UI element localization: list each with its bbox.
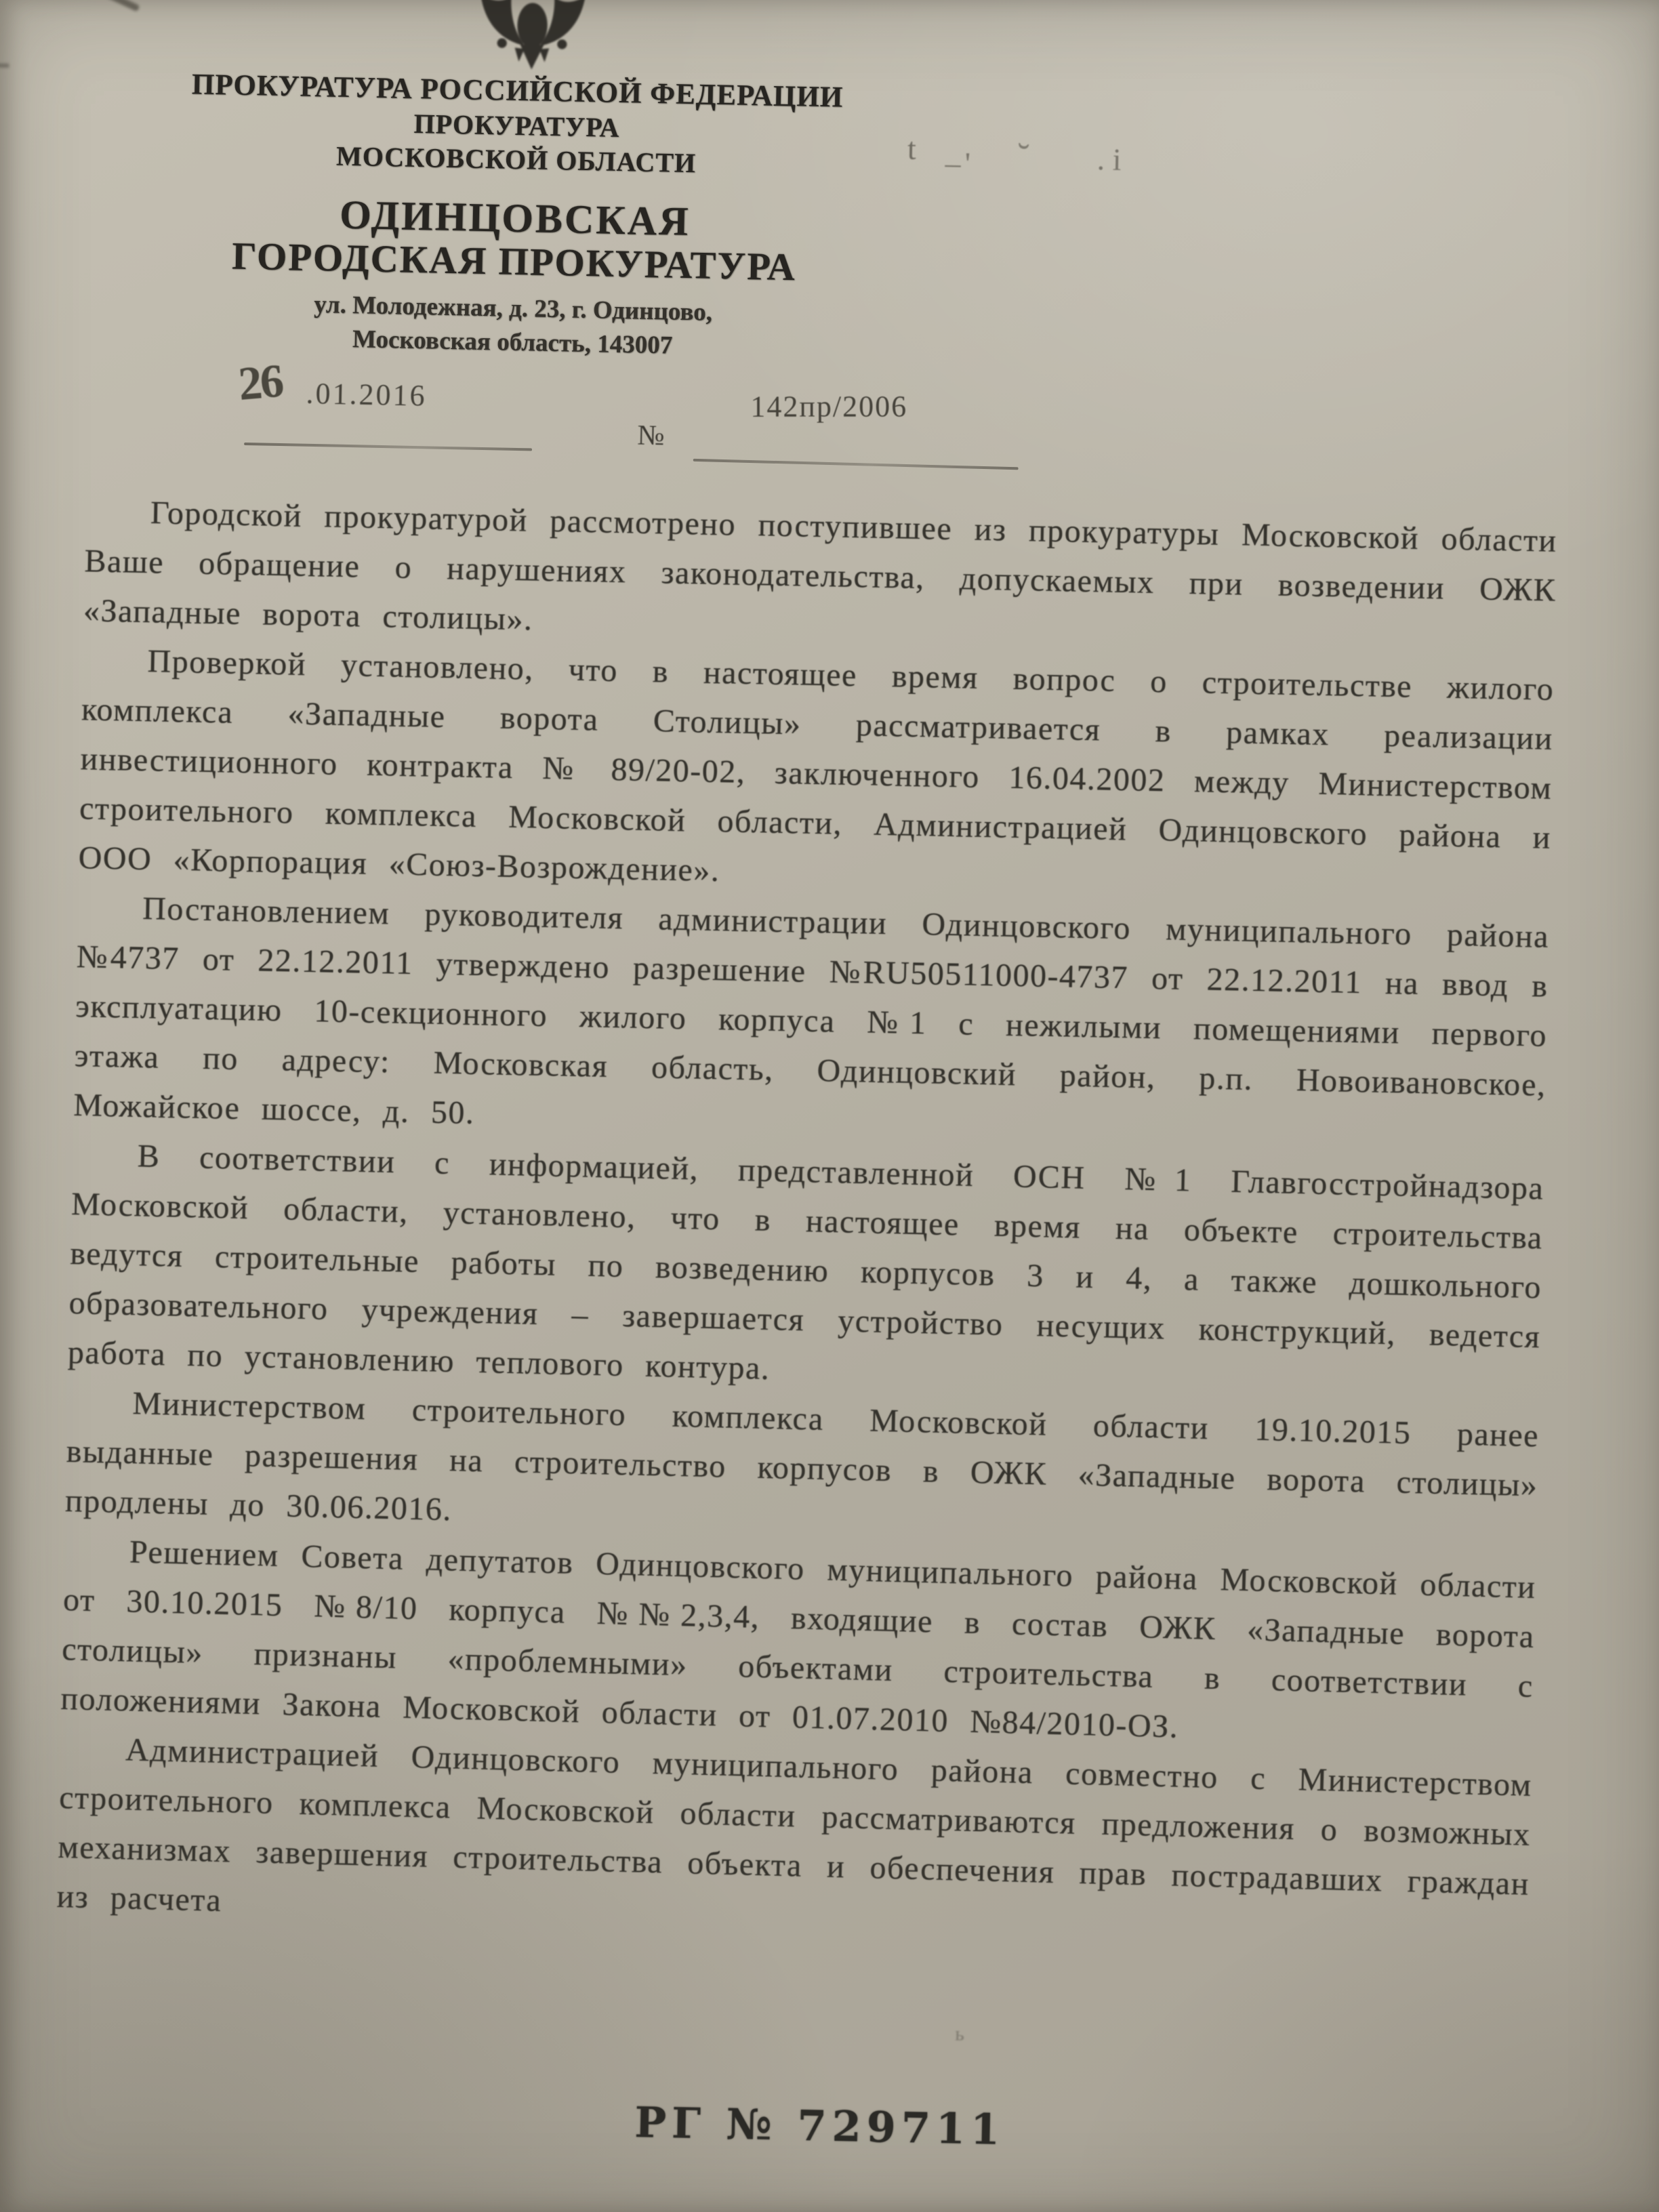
- paragraph: Проверкой установлено, что в настоящее время вопрос о строительстве жилого комплекса «Западные ворота Столицы» рассматривается в рамках реализации инвестиционного контракта № 89/20-02, заключенного 16.04.2002 между Министерством строительного комплекса Московской области, Администрацией Одинцовского района и ООО «Корпорация «Союз-Возрождение».: [78, 643, 1555, 889]
- stray-mark: –': [945, 145, 975, 181]
- handwritten-day: 26: [236, 354, 285, 411]
- paper-edge-smudge: [100, 0, 140, 12]
- registration-stamp-number: РГ № 729711: [634, 2097, 1006, 2154]
- stray-mark: t: [907, 131, 917, 166]
- org-name-prosecutor: ПРОКУРАТУРА: [413, 108, 620, 143]
- org-name-federation: ПРОКУРАТУРА РОССИЙСКОЙ ФЕДЕРАЦИИ: [191, 68, 844, 114]
- number-sign-label: №: [637, 419, 665, 452]
- paragraph: Министерством строительного комплекса Московской области 19.10.2015 ранее выданные разрешения на строительство корпусов в ОЖК «Западные ворота столицы» продлены до 30.06.2016.: [64, 1385, 1540, 1528]
- letter-body: [57, 487, 1557, 1950]
- number-underline: [693, 459, 1019, 470]
- stray-mark: ˘: [1012, 135, 1031, 178]
- stray-mark: . i: [1097, 142, 1122, 177]
- paragraph: Решением Совета депутатов Одинцовского муниципального района Московской области от 30.10.2015 №8/10 корпуса №№2,3,4, входящие в состав ОЖК «Западные ворота столицы» признаны «проблемными» объектами строительства в соответствии с положениями Закона Московской области от 01.07.2010 №84/2010-ОЗ.: [60, 1534, 1537, 1745]
- date-underline: [244, 443, 532, 451]
- office-name-line1: ОДИНЦОВСКАЯ: [339, 192, 691, 245]
- coat-of-arms-eagle-icon: [467, 0, 598, 78]
- org-name-region: МОСКОВСКОЙ ОБЛАСТИ: [335, 140, 697, 179]
- paragraph: Городской прокуратурой рассмотрено поступившее из прокуратуры Московской области Ваше обращение о нарушениях законодательства, допускаемых при возведении ОЖК «Западные ворота столицы».: [83, 495, 1558, 638]
- case-number: 142пр/2006: [750, 390, 908, 424]
- typed-date: .01.2016: [306, 376, 428, 413]
- paragraph: В соответствии с информацией, представленной ОСН №1 Главгосстройнадзора Московской области, установлено, что в настоящее время на объекте строительства ведутся строительные работы по возведению корпусов 3 и 4, а также дошкольного образовательного учреждения – завершается устройство несущих конструкций, ведется работа по установлению теплового контура.: [67, 1138, 1544, 1387]
- paper-edge-smudge: [0, 64, 9, 68]
- office-address-region: Московская область, 143007: [352, 325, 673, 360]
- office-address-street: ул. Молодежная, д. 23, г. Одинцово,: [314, 290, 713, 327]
- faint-ink-speck: ь: [954, 2022, 965, 2045]
- paragraph: Постановлением руководителя администрации Одинцовского муниципального района №4737 от 22.12.2011 утверждено разрешение №RU50511000-4737 от 22.12.2011 на ввод в эксплуатацию 10-секционного жилого корпуса №1 с нежилыми помещениями первого этажа по адресу: Московская область, Одинцовский район, р.п. Новоивановское, Можайское шоссе, д. 50.: [73, 890, 1550, 1131]
- letterhead: [129, 66, 901, 368]
- paragraph: Администрацией Одинцовского муниципального района совместно с Министерством строительного комплекса Московской области рассматриваются предложения о возможных механизмах завершения строительства объекта и обеспечения прав пострадавших граждан из расчета: [56, 1732, 1533, 1919]
- office-name-line2: ГОРОДСКАЯ ПРОКУРАТУРА: [231, 234, 797, 289]
